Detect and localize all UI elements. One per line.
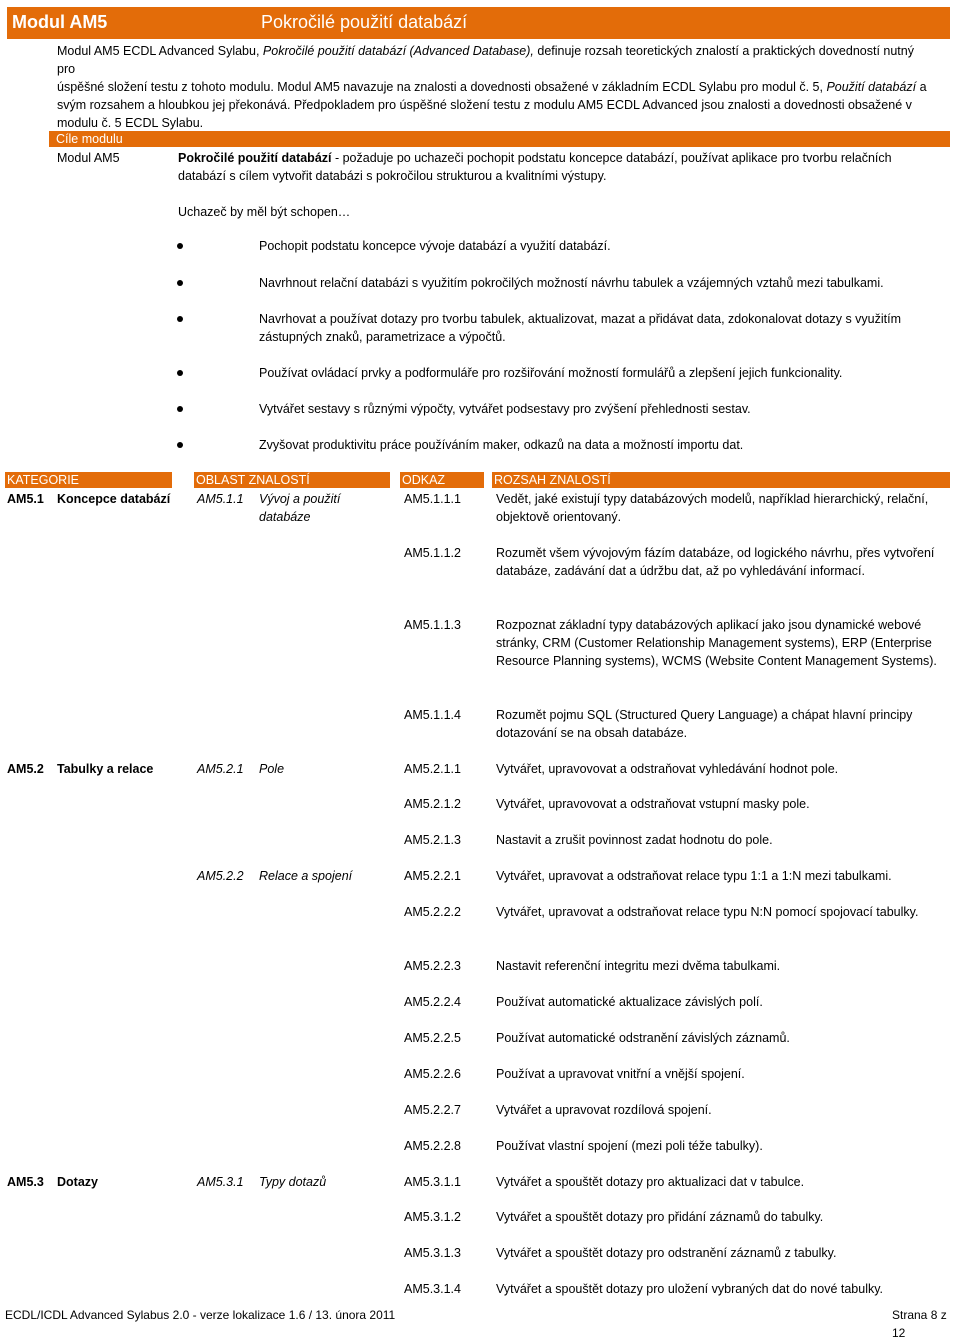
row-text-line: databáze, zadávání dat a údržbu dat, až po vyhledávání informací. xyxy=(496,564,865,578)
objective-item xyxy=(259,364,939,382)
objective-text: Používat ovládací prvky a podformuláře pro rozšiřování možností formulářů a zlepšení jejich funkcionality. xyxy=(259,366,843,380)
intro-italic: Pokročilé použití databází (Advanced Database), xyxy=(262,44,534,58)
category-code: AM5.1 xyxy=(7,492,44,506)
row-ref: AM5.3.1.3 xyxy=(404,1246,461,1260)
row-ref: AM5.2.1.3 xyxy=(404,833,461,847)
objective-text: zástupných znaků, parametrizace a výpočtů. xyxy=(259,330,506,344)
area-name xyxy=(259,490,340,526)
page-header xyxy=(7,7,950,39)
row-text-line: stránky, CRM (Customer Relationship Management systems), ERP (Enterprise xyxy=(496,636,932,650)
intro-text: Modul AM5 ECDL Advanced Sylabu, xyxy=(57,44,263,58)
objectives-bar xyxy=(49,131,950,147)
column-header-category xyxy=(5,472,172,488)
row-text xyxy=(496,616,946,670)
row-text: Vytvářet a spouštět dotazy pro přidání záznamů do tabulky. xyxy=(496,1210,824,1224)
row-ref: AM5.2.2.7 xyxy=(404,1103,461,1117)
row-ref: AM5.1.1.3 xyxy=(404,618,461,632)
row-ref: AM5.1.1.4 xyxy=(404,708,461,722)
row-text: Nastavit referenční integritu mezi dvěma tabulkami. xyxy=(496,959,781,973)
category-name: Dotazy xyxy=(57,1175,98,1189)
intro-paragraph xyxy=(57,42,935,132)
row-ref: AM5.3.1.2 xyxy=(404,1210,461,1224)
column-header-label: KATEGORIE xyxy=(7,473,80,487)
header-module: Modul AM5 xyxy=(12,12,108,32)
objectives-description xyxy=(178,149,918,185)
objective-item xyxy=(259,274,939,292)
intro-text: úspěšné složení testu z tohoto modulu. Modul AM5 navazuje na znalosti a dovednosti obsažené v základním ECDL Sylabu pro modul č. 5, xyxy=(57,80,827,94)
row-text-line: Rozumět všem vývojovým fázím databáze, od logického návrhu, přes vytvoření xyxy=(496,546,935,560)
intro-italic: Použití databází xyxy=(826,80,917,94)
intro-line-3: svým rozsahem a hloubkou jej překonává. Předpokladem pro úspěšné složení testu z modulu AM5 ECDL Advanced jsou znalosti a dovednosti obsažené v xyxy=(57,98,912,112)
intro-line-2 xyxy=(57,78,935,96)
row-ref: AM5.3.1.1 xyxy=(404,1175,461,1189)
area-code: AM5.2.2 xyxy=(197,869,244,883)
row-text: Vytvářet, upravovovat a odstraňovat vyhledávání hodnot pole. xyxy=(496,762,839,776)
area-name-line: Vývoj a použití xyxy=(259,492,341,506)
row-text: Používat automatické aktualizace závislých polí. xyxy=(496,995,763,1009)
area-name: Relace a spojení xyxy=(259,869,353,883)
row-ref: AM5.1.1.1 xyxy=(404,492,461,506)
row-text: Používat vlastní spojení (mezi poli téže tabulky). xyxy=(496,1139,763,1153)
row-text-line: Resource Planning systems), WCMS (Website Content Management Systems). xyxy=(496,654,937,668)
candidate-intro: Uchazeč by měl být schopen… xyxy=(178,205,351,219)
row-text xyxy=(496,490,946,526)
intro-line-4: modulu č. 5 ECDL Sylabu. xyxy=(57,116,204,130)
row-text xyxy=(496,544,946,580)
row-ref: AM5.2.2.2 xyxy=(404,905,461,919)
category-code: AM5.3 xyxy=(7,1175,44,1189)
area-name: Pole xyxy=(259,762,285,776)
bullet-icon xyxy=(177,316,183,322)
row-text-line: Vedět, jaké existují typy databázových modelů, například hierarchický, relační, xyxy=(496,492,929,506)
area-code: AM5.1.1 xyxy=(197,492,244,506)
column-header-label: ROZSAH ZNALOSTÍ xyxy=(494,473,611,487)
row-text: Vytvářet, upravovat a odstraňovat relace typu N:N pomocí spojovací tabulky. xyxy=(496,905,919,919)
row-text-line: objektově orientovaný. xyxy=(496,510,622,524)
row-ref: AM5.2.1.2 xyxy=(404,797,461,811)
header-title: Pokročilé použití databází xyxy=(261,12,468,32)
row-ref: AM5.3.1.4 xyxy=(404,1282,461,1296)
objective-text: Pochopit podstatu koncepce vývoje databází a využití databází. xyxy=(259,239,611,253)
area-name-line: databáze xyxy=(259,510,311,524)
bullet-icon xyxy=(177,442,183,448)
row-ref: AM5.1.1.2 xyxy=(404,546,461,560)
intro-line-1 xyxy=(57,42,935,78)
row-text: Vytvářet a spouštět dotazy pro aktualizaci dat v tabulce. xyxy=(496,1175,805,1189)
column-header-area xyxy=(194,472,390,488)
objectives-desc-text: - požaduje po uchazeči pochopit podstatu koncepce databází, používat aplikace pro tvorbu relačních xyxy=(331,151,892,165)
objectives-module: Modul AM5 xyxy=(57,151,120,165)
row-text-line: Rozumět pojmu SQL (Structured Query Language) a chápat hlavní principy xyxy=(496,708,913,722)
bullet-icon xyxy=(177,406,183,412)
column-header-ref xyxy=(400,472,484,488)
objective-text: Zvyšovat produktivitu práce používáním maker, odkazů na data a možností importu dat. xyxy=(259,438,744,452)
row-text: Vytvářet a spouštět dotazy pro odstranění záznamů z tabulky. xyxy=(496,1246,837,1260)
area-code: AM5.3.1 xyxy=(197,1175,244,1189)
footer-version: ECDL/ICDL Advanced Sylabus 2.0 - verze lokalizace 1.6 / 13. února 2011 xyxy=(5,1308,396,1322)
bullet-icon xyxy=(177,370,183,376)
row-text: Vytvářet, upravovovat a odstraňovat vstupní masky pole. xyxy=(496,797,810,811)
objective-item xyxy=(259,310,939,346)
objectives-desc-bold: Pokročilé použití databází xyxy=(178,151,332,165)
row-text xyxy=(496,706,946,742)
objectives-label: Cíle modulu xyxy=(56,132,123,146)
row-ref: AM5.2.1.1 xyxy=(404,762,461,776)
row-ref: AM5.2.2.8 xyxy=(404,1139,461,1153)
row-text: Vytvářet a upravovat rozdílová spojení. xyxy=(496,1103,712,1117)
row-text: Nastavit a zrušit povinnost zadat hodnotu do pole. xyxy=(496,833,773,847)
row-ref: AM5.2.2.3 xyxy=(404,959,461,973)
column-header-label: OBLAST ZNALOSTÍ xyxy=(196,473,310,487)
column-header-label: ODKAZ xyxy=(402,473,446,487)
objective-text: Vytvářet sestavy s různými výpočty, vytvářet podsestavy pro zvýšení přehlednosti sestav. xyxy=(259,402,751,416)
objective-text: Navrhovat a používat dotazy pro tvorbu tabulek, aktualizovat, mazat a přidávat data, zdokonalovat dotazy s využitím xyxy=(259,312,902,326)
row-text: Používat automatické odstranění závislých záznamů. xyxy=(496,1031,790,1045)
objective-item xyxy=(259,436,939,454)
intro-text: definuje rozsah teoretických znalostí a praktických dovedností nutný pro xyxy=(57,44,914,76)
intro-text: a xyxy=(916,80,927,94)
column-header-scope xyxy=(492,472,950,488)
row-ref: AM5.2.2.1 xyxy=(404,869,461,883)
footer-page-number: Strana 8 z 12 xyxy=(892,1308,947,1340)
bullet-icon xyxy=(177,280,183,286)
row-text-line: dotazování se na obsah databáze. xyxy=(496,726,688,740)
category-name: Koncepce databází xyxy=(57,492,171,506)
objective-item xyxy=(259,237,939,255)
row-text: Vytvářet, upravovat a odstraňovat relace typu 1:1 a 1:N mezi tabulkami. xyxy=(496,869,892,883)
row-text-line: Rozpoznat základní typy databázových aplikací jako jsou dynamické webové xyxy=(496,618,922,632)
category-code: AM5.2 xyxy=(7,762,44,776)
row-ref: AM5.2.2.6 xyxy=(404,1067,461,1081)
area-code: AM5.2.1 xyxy=(197,762,244,776)
row-text: Používat a upravovat vnitřní a vnější spojení. xyxy=(496,1067,745,1081)
objective-text: Navrhnout relační databázi s využitím pokročilých možností návrhu tabulek a vzájemných vztahů mezi tabulkami. xyxy=(259,276,884,290)
category-name: Tabulky a relace xyxy=(57,762,154,776)
bullet-icon xyxy=(177,243,183,249)
area-name: Typy dotazů xyxy=(259,1175,327,1189)
row-text: Vytvářet a spouštět dotazy pro uložení vybraných dat do nové tabulky. xyxy=(496,1282,884,1296)
objective-item xyxy=(259,400,939,418)
objectives-desc-text: databází s cílem vytvořit databázi s pokročilou strukturou a kvalitními výstupy. xyxy=(178,169,607,183)
row-ref: AM5.2.2.4 xyxy=(404,995,461,1009)
row-ref: AM5.2.2.5 xyxy=(404,1031,461,1045)
